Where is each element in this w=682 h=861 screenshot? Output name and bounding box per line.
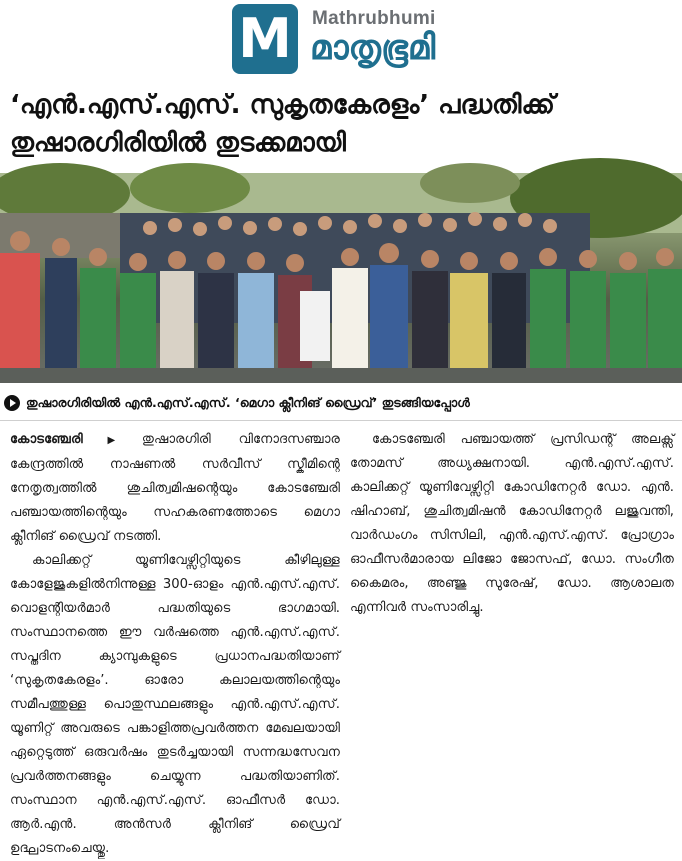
dateline-arrow-icon: ▶ bbox=[83, 435, 139, 446]
group-photo-illustration bbox=[0, 173, 682, 383]
paragraph-1-text: തുഷാരഗിരി വിനോദസഞ്ചാര കേന്ദ്രത്തിൽ നാഷണൽ സർവീസ് സ്കീമിന്റെ നേതൃത്വത്തിൽ ശുചിത്വമിഷന്റെയും കോടഞ്ചേരി പഞ്ചായത്തിന്റെയും സഹകരണത്തോടെ മെഗാ ക്ലീനിങ് ഡ്രൈവ് നടത്തി. bbox=[10, 432, 340, 544]
brand-name-malayalam: മാതൃഭൂമി bbox=[310, 28, 436, 68]
play-circle-icon bbox=[4, 395, 20, 411]
article-column-right bbox=[350, 428, 674, 620]
photo-caption bbox=[4, 392, 678, 414]
article-paragraph-2: കാലിക്കറ്റ് യൂണിവേഴ്സിറ്റിയുടെ കീഴിലുള്ള കോളേജുകളിൽനിന്നുള്ള 300-ഓളം എൻ.എസ്.എസ്. വൊളന്റിയർമാർ പദ്ധതിയുടെ ഭാഗമായി. സംസ്ഥാനത്തെ ഈ വർഷത്തെ എൻ.എസ്.എസ്. സപ്തദിന ക്യാമ്പുകളുടെ പ്രധാനപദ്ധതിയാണ് ‘സുകൃതകേരളം’. ഓരോ കലാലയത്തിന്റെയും സമീപത്തുള്ള പൊതുസ്ഥലങ്ങളും എൻ.എസ്.എസ്. യൂണിറ്റ് അവരുടെ പങ്കാളിത്തപ്രവർത്തന മേഖലയായി ഏറ്റെടുത്ത് ഒരുവർഷം തുടർച്ചയായി സന്നദ്ധസേവന പ്രവർത്തനങ്ങളും ചെയ്യുന്ന പദ്ധതിയാണിത്. സംസ്ഥാന എൻ.എസ്.എസ്. ഓഫീസർ ഡോ. ആർ.എൻ. അൻസർ ക്ലീനിങ് ഡ്രൈവ് ഉദ്ഘാടനംചെയ്തു. bbox=[10, 553, 340, 856]
news-photo bbox=[0, 173, 682, 383]
article-column-left bbox=[10, 428, 340, 861]
headline: ‘എൻ.എസ്.എസ്. സുകൃതകേരളം’ പദ്ധതിക്ക് തുഷാരഗിരിയിൽ തുടക്കമായി bbox=[10, 90, 555, 158]
masthead bbox=[0, 0, 682, 82]
dateline: കോടഞ്ചേരി bbox=[10, 432, 83, 447]
article-paragraph-1 bbox=[10, 428, 340, 549]
logo-letter: M bbox=[238, 7, 292, 70]
logo bbox=[232, 4, 298, 74]
article-paragraph-3: കോടഞ്ചേരി പഞ്ചായത്ത് പ്രസിഡന്റ് അലക്സ് തോമസ് അധ്യക്ഷനായി. എൻ.എസ്.എസ്. കാലിക്കറ്റ് യൂണിവേഴ്സിറ്റി കോഡിനേറ്റർ ഡോ. എൻ. ഷിഹാബ്, ശുചിത്വമിഷൻ കോഡിനേറ്റർ ലജുവന്തി, വാർഡംഗം സിസിലി, എൻ.എസ്.എസ്. പ്രോഗ്രാം ഓഫീസർമാരായ ലിജോ ജോസഫ്, ഡോ. സംഗീത കൈമരം, അഞ്ജു സുരേഷ്, ഡോ. ആശാലത എന്നിവർ സംസാരിച്ചു. bbox=[350, 432, 674, 615]
brand-name-english: Mathrubhumi bbox=[312, 8, 436, 29]
caption-text: തുഷാരഗിരിയിൽ എൻ.എസ്.എസ്. ‘മെഗാ ക്ലീനിങ് ഡ്രൈവ്’ തുടങ്ങിയപ്പോൾ bbox=[26, 395, 470, 410]
divider bbox=[0, 420, 682, 421]
